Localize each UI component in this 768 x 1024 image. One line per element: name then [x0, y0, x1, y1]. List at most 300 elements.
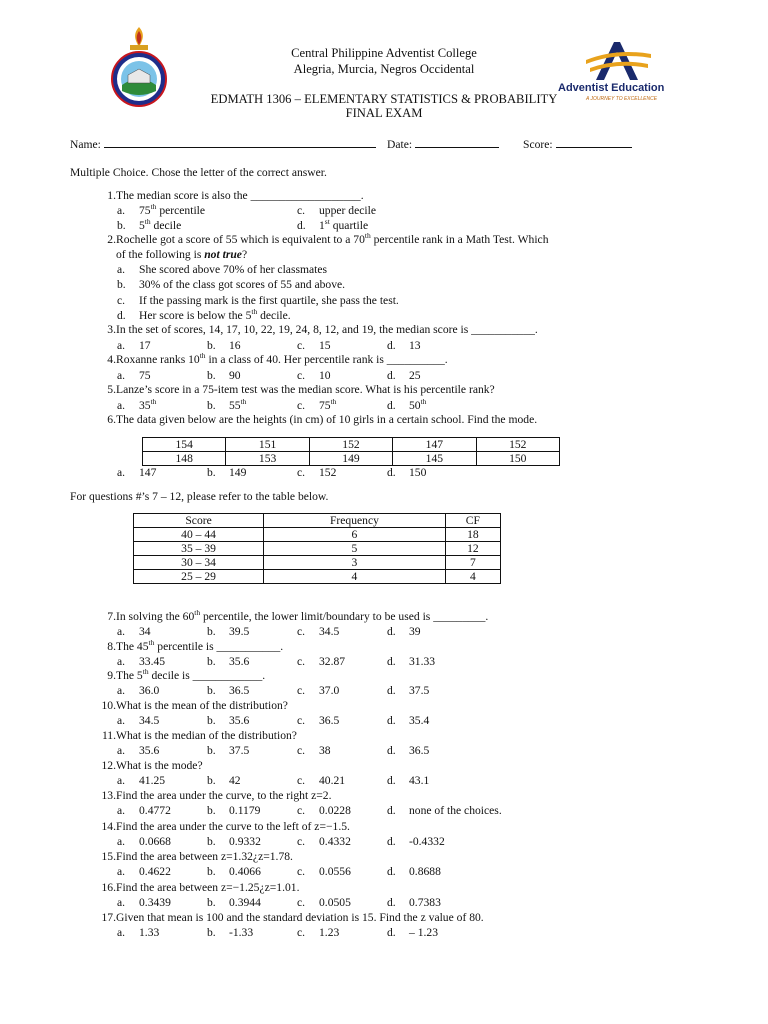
freq-header: Frequency [264, 514, 446, 528]
text-fragment: 35.4 [409, 714, 430, 727]
freq-header: CF [445, 514, 500, 528]
option-text [409, 399, 426, 412]
option-text [319, 774, 345, 787]
text-fragment: ? [241, 248, 248, 261]
option-letter: b. [207, 625, 216, 638]
text-fragment: 0.0556 [319, 865, 351, 878]
text-fragment: 90 [229, 369, 241, 382]
text-fragment: The 45 [116, 640, 149, 653]
text-fragment: 75 [139, 369, 151, 382]
text-fragment: percentile, the lower limit/boundary to be used is _________. [200, 610, 489, 623]
heights-cell: 149 [309, 452, 392, 466]
superscript: th [364, 231, 371, 240]
text-fragment: 15 [319, 339, 331, 352]
freq-cell: 5 [264, 542, 446, 556]
text-fragment: 40.21 [319, 774, 346, 787]
question-text [116, 759, 203, 772]
text-fragment: 75 [139, 204, 151, 217]
heights-cell: 154 [143, 438, 226, 452]
option-text [229, 774, 241, 787]
text-fragment: 0.9332 [229, 835, 261, 848]
text-fragment: The median score is also the ___________________. [116, 189, 364, 202]
question-16 [92, 881, 300, 894]
option-letter: c. [297, 339, 306, 352]
text-fragment: 38 [319, 744, 331, 757]
text-fragment: 0.1179 [229, 804, 261, 817]
text-fragment: 37.5 [409, 684, 430, 697]
text-fragment: Her score is below the 5 [139, 309, 252, 322]
text-fragment: If the passing mark is the first quartile, she pass the test. [139, 294, 399, 307]
option-text [139, 263, 327, 276]
option-letter: c. [297, 399, 306, 412]
text-fragment: 36.5 [409, 744, 430, 757]
heights-row [143, 438, 560, 452]
question-text [116, 323, 538, 336]
option-letter: c. [297, 774, 306, 787]
text-fragment: quartile [329, 219, 369, 232]
text-fragment: Find the area under the curve to the left of z=−1.5. [116, 820, 350, 833]
option-letter: a. [117, 896, 126, 909]
text-fragment: What is the median of the distribution? [116, 729, 297, 742]
text-fragment: 0.3439 [139, 896, 171, 909]
option-text [409, 804, 502, 817]
date-field[interactable] [415, 136, 499, 148]
option-text [319, 926, 339, 939]
option-letter: c. [297, 835, 306, 848]
option-text [229, 744, 249, 757]
superscript: th [420, 397, 427, 406]
option-letter: a. [117, 625, 126, 638]
option-text [229, 835, 261, 848]
text-fragment: 0.8688 [409, 865, 441, 878]
text-fragment: 16 [229, 339, 241, 352]
text-fragment: 0.0228 [319, 804, 351, 817]
text-fragment: percentile [156, 204, 206, 217]
option-letter: c. [297, 804, 306, 817]
option-text [409, 714, 429, 727]
option-text [139, 369, 151, 382]
option-letter: b. [207, 865, 216, 878]
freq-row [134, 528, 501, 542]
text-fragment: Rochelle got a score of 55 which is equivalent to a 70 [116, 233, 365, 246]
question-text [116, 820, 350, 833]
text-fragment: -0.4332 [409, 835, 445, 848]
option-text [319, 339, 331, 352]
text-fragment: 35 [139, 399, 151, 412]
text-fragment: She scored above 70% of her classmates [139, 263, 328, 276]
option-letter: b. [207, 466, 216, 479]
superscript: th [240, 397, 247, 406]
question-number: 15. [101, 850, 116, 863]
text-fragment: percentile rank in a Math Test. Which [370, 233, 549, 246]
text-fragment: none of the choices. [409, 804, 502, 817]
option-letter: d. [387, 744, 396, 757]
question-number: 6. [107, 413, 116, 426]
option-letter: a. [117, 263, 126, 276]
right-logo-tagline: A JOURNEY TO EXCELLENCE [586, 96, 658, 102]
option-letter: b. [207, 926, 216, 939]
text-fragment: The data given below are the heights (in cm) of 10 girls in a certain school. Find the mode. [116, 413, 538, 426]
option-text [409, 865, 441, 878]
option-text [229, 865, 261, 878]
text-fragment: 39 [409, 625, 421, 638]
option-text [409, 896, 441, 909]
freq-cell: 4 [264, 570, 446, 584]
superscript: th [251, 307, 258, 316]
text-fragment: 0.7383 [409, 896, 441, 909]
option-letter: b. [207, 835, 216, 848]
name-label: Name: [70, 138, 101, 151]
freq-row [134, 570, 501, 584]
freq-row [134, 556, 501, 570]
option-text [319, 684, 339, 697]
question-2 [92, 231, 549, 246]
question-number: 12. [101, 759, 116, 772]
right-logo [556, 38, 678, 106]
option-letter: d. [387, 835, 396, 848]
question-number: 8. [107, 640, 116, 653]
heights-cell: 148 [143, 452, 226, 466]
heights-cell: 145 [393, 452, 476, 466]
question-number: 16. [101, 881, 116, 894]
score-label: Score: [523, 138, 553, 151]
option-text [319, 369, 331, 382]
option-text [229, 369, 241, 382]
heights-cell: 152 [309, 438, 392, 452]
option-letter: a. [117, 744, 126, 757]
option-text [409, 835, 445, 848]
option-text [319, 714, 339, 727]
instructions: Multiple Choice. Chose the letter of the correct answer. [70, 166, 327, 179]
question-text [116, 669, 265, 682]
text-fragment: 147 [139, 466, 157, 479]
text-fragment: 50 [409, 399, 421, 412]
question-text [116, 640, 283, 653]
text-fragment: 25 [409, 369, 421, 382]
score-row [523, 136, 632, 151]
score-field[interactable] [556, 136, 632, 148]
text-fragment: 0.0505 [319, 896, 351, 909]
question-1 [92, 189, 364, 202]
question-13 [92, 789, 332, 802]
option-text [139, 278, 345, 291]
option-text [229, 804, 260, 817]
option-letter: a. [117, 684, 126, 697]
superscript: th [148, 638, 155, 647]
option-text [319, 466, 336, 479]
text-fragment: 13 [409, 339, 421, 352]
text-fragment: 36.5 [229, 684, 250, 697]
text-fragment: 42 [229, 774, 241, 787]
text-fragment: 0.4066 [229, 865, 261, 878]
question-10 [92, 699, 288, 712]
question-text [116, 413, 537, 426]
option-text [409, 744, 429, 757]
question-14 [92, 820, 350, 833]
option-text [139, 466, 156, 479]
superscript: th [330, 397, 337, 406]
heights-row [143, 452, 560, 466]
question-number: 13. [101, 789, 116, 802]
question-17 [92, 911, 484, 924]
text-fragment: 150 [409, 466, 427, 479]
option-text [139, 399, 156, 412]
option-text [229, 684, 249, 697]
question-number: 10. [101, 699, 116, 712]
superscript: th [150, 397, 157, 406]
superscript: th [142, 667, 149, 676]
freq-cell: 12 [445, 542, 500, 556]
text-fragment: In solving the 60 [116, 610, 195, 623]
option-letter: d. [387, 926, 396, 939]
option-text [409, 774, 429, 787]
text-fragment: 35.6 [139, 744, 160, 757]
option-letter: a. [117, 774, 126, 787]
text-fragment: upper decile [319, 204, 376, 217]
option-letter: b. [207, 744, 216, 757]
option-letter: d. [387, 399, 396, 412]
text-fragment: 17 [139, 339, 151, 352]
option-text [409, 466, 426, 479]
superscript: st [324, 217, 330, 226]
option-text [319, 865, 351, 878]
text-fragment: 43.1 [409, 774, 430, 787]
option-text [319, 625, 339, 638]
option-letter: d. [387, 339, 396, 352]
freq-cell: 7 [445, 556, 500, 570]
option-text [139, 339, 151, 352]
heights-cell: 152 [476, 438, 559, 452]
option-text [139, 835, 171, 848]
option-text [139, 804, 171, 817]
text-fragment: in a class of 40. Her percentile rank is __________. [205, 353, 448, 366]
option-letter: b. [207, 399, 216, 412]
text-fragment: 1.23 [319, 926, 340, 939]
option-text [139, 219, 181, 232]
option-text [409, 926, 438, 939]
option-letter: b. [207, 684, 216, 697]
option-text [409, 684, 429, 697]
text-fragment: 35.6 [229, 714, 250, 727]
right-logo-title: Adventist Education [558, 82, 665, 94]
text-fragment: Roxanne ranks 10 [116, 353, 200, 366]
text-fragment: 36.5 [319, 714, 340, 727]
question-text [116, 911, 484, 924]
question-12 [92, 759, 203, 772]
option-letter: d. [387, 466, 396, 479]
option-letter: d. [387, 369, 396, 382]
text-fragment: Find the area between z=1.32¿z=1.78. [116, 850, 293, 863]
question-text [116, 353, 448, 366]
option-letter: a. [117, 926, 126, 939]
option-letter: a. [117, 466, 126, 479]
option-letter: c. [297, 466, 306, 479]
option-text [229, 714, 249, 727]
text-fragment: What is the mode? [116, 759, 203, 772]
text-fragment: decile is ____________. [148, 669, 266, 682]
option-text [139, 625, 151, 638]
option-text [229, 339, 241, 352]
option-text [229, 926, 253, 939]
text-fragment: What is the mean of the distribution? [116, 699, 288, 712]
school-address: Alegria, Murcia, Negros Occidental [293, 62, 475, 76]
question-text [116, 610, 488, 623]
option-text [229, 655, 249, 668]
text-fragment: percentile is ___________. [154, 640, 284, 653]
question-number: 14. [101, 820, 116, 833]
text-fragment: 33.45 [139, 655, 166, 668]
option-text [139, 204, 205, 217]
option-letter: c. [297, 714, 306, 727]
option-letter: c. [297, 655, 306, 668]
option-letter: b. [207, 896, 216, 909]
text-fragment: 5 [139, 219, 145, 232]
option-letter: c. [297, 926, 306, 939]
heights-cell: 147 [393, 438, 476, 452]
text-fragment: 31.33 [409, 655, 436, 668]
option-text [319, 204, 376, 217]
text-fragment: 37.5 [229, 744, 250, 757]
option-letter: b. [207, 774, 216, 787]
option-text [139, 309, 291, 322]
course-title: EDMATH 1306 – ELEMENTARY STATISTICS & PROBABILITY [210, 92, 558, 106]
heights-table [142, 437, 560, 466]
option-letter: d. [387, 655, 396, 668]
text-fragment: 1 [319, 219, 325, 232]
text-fragment: 36.0 [139, 684, 160, 697]
question-number: 11. [101, 729, 116, 742]
question-text [116, 881, 299, 894]
question-text [116, 850, 293, 863]
text-fragment: 0.0668 [139, 835, 171, 848]
text-fragment: 149 [229, 466, 247, 479]
option-text [229, 896, 261, 909]
text-fragment: 34.5 [319, 625, 340, 638]
question-2-line-2 [116, 248, 247, 261]
freq-cell: 18 [445, 528, 500, 542]
heights-cell: 151 [226, 438, 309, 452]
freq-header: Score [134, 514, 264, 528]
option-letter: a. [117, 339, 126, 352]
freq-row [134, 542, 501, 556]
text-fragment: 41.25 [139, 774, 166, 787]
option-letter: c. [297, 896, 306, 909]
option-letter: b. [207, 714, 216, 727]
text-fragment: 55 [229, 399, 241, 412]
text-fragment: In the set of scores, 14, 17, 10, 22, 19, 24, 8, 12, and 19, the median score is ___________. [116, 323, 538, 336]
option-letter: b. [207, 804, 216, 817]
option-letter: a. [117, 865, 126, 878]
question-8 [92, 638, 284, 653]
school-name: Central Philippine Adventist College [291, 46, 477, 60]
question-7 [92, 608, 489, 623]
option-letter: d. [387, 774, 396, 787]
option-text [229, 399, 246, 412]
superscript: th [199, 351, 206, 360]
option-letter: d. [387, 684, 396, 697]
question-number: 1. [107, 189, 116, 202]
freq-cell: 40 – 44 [134, 528, 264, 542]
text-fragment: 0.4332 [319, 835, 351, 848]
option-text [139, 896, 171, 909]
text-fragment: 0.3944 [229, 896, 261, 909]
question-number: 17. [101, 911, 116, 924]
option-text [319, 399, 336, 412]
freq-cell: 4 [445, 570, 500, 584]
question-text [116, 729, 297, 742]
option-text [319, 804, 351, 817]
text-fragment: 30% of the class got scores of 55 and above. [139, 278, 346, 291]
text-fragment: decile [150, 219, 182, 232]
option-letter: b. [207, 655, 216, 668]
freq-cell: 6 [264, 528, 446, 542]
text-fragment: 0.4622 [139, 865, 171, 878]
text-fragment: 34 [139, 625, 151, 638]
text-fragment: 37.0 [319, 684, 340, 697]
option-letter: c. [297, 369, 306, 382]
option-text [319, 896, 351, 909]
question-5 [92, 383, 495, 396]
question-3 [92, 323, 538, 336]
date-row [387, 136, 499, 151]
option-letter: c. [297, 684, 306, 697]
option-text [139, 744, 159, 757]
question-15 [92, 850, 293, 863]
date-label: Date: [387, 138, 413, 151]
option-text [409, 655, 435, 668]
option-text [139, 684, 159, 697]
option-letter: c. [117, 294, 126, 307]
option-text [229, 625, 249, 638]
option-letter: d. [387, 804, 396, 817]
text-fragment: Find the area between z=−1.25¿z=1.01. [116, 881, 300, 894]
text-fragment: 152 [319, 466, 337, 479]
freq-cell: 35 – 39 [134, 542, 264, 556]
frequency-table [133, 513, 501, 584]
option-text [139, 865, 171, 878]
option-letter: d. [297, 219, 306, 232]
freq-cell: 3 [264, 556, 446, 570]
question-text [116, 233, 549, 246]
text-fragment: Find the area under the curve, to the right z=2. [116, 789, 332, 802]
text-fragment: 75 [319, 399, 331, 412]
question-text [116, 383, 495, 396]
text-fragment: of the following is [116, 248, 205, 261]
question-6 [92, 413, 538, 426]
option-text [139, 714, 159, 727]
option-letter: d. [387, 625, 396, 638]
emphasis: not true [204, 248, 242, 261]
superscript: th [150, 202, 157, 211]
option-letter: b. [207, 369, 216, 382]
option-text [139, 294, 399, 307]
option-text [139, 774, 165, 787]
text-fragment: Lanze’s score in a 75-item test was the median score. What is his percentile rank? [116, 383, 495, 396]
text-fragment: -1.33 [229, 926, 254, 939]
refer-text: For questions #’s 7 – 12, please refer to the table below. [70, 490, 329, 503]
option-text [139, 926, 159, 939]
option-letter: a. [117, 204, 126, 217]
option-letter: c. [297, 744, 306, 757]
text-fragment: Given that mean is 100 and the standard deviation is 15. Find the z value of 80. [116, 911, 484, 924]
question-number: 2. [107, 233, 116, 246]
freq-cell: 30 – 34 [134, 556, 264, 570]
text-fragment: 1.33 [139, 926, 160, 939]
name-row [70, 136, 376, 151]
option-letter: b. [207, 339, 216, 352]
name-field[interactable] [104, 136, 376, 148]
option-letter: b. [117, 219, 126, 232]
